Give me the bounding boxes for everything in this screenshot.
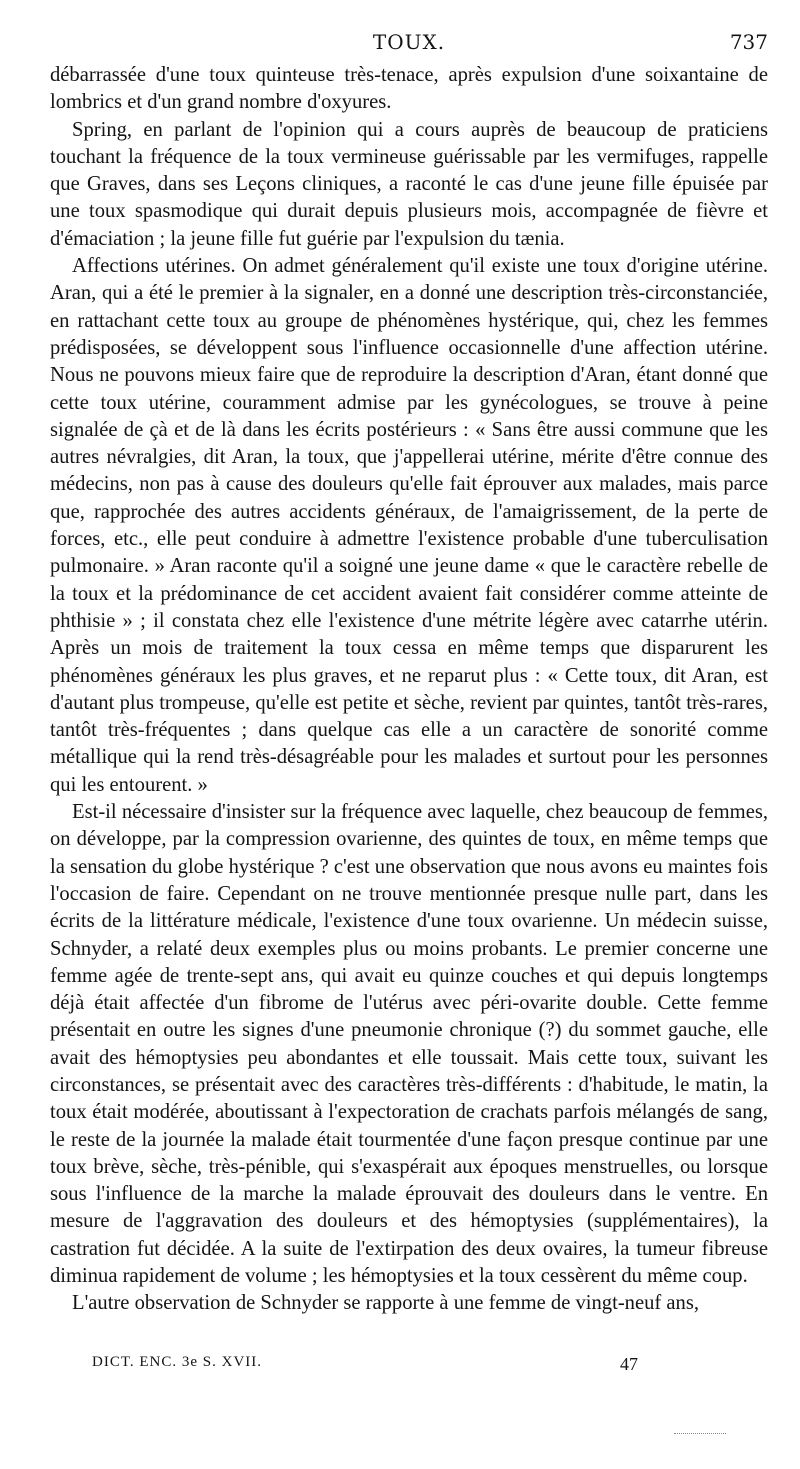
paragraph: débarrassée d'une toux quinteuse très-tenace, après expulsion d'une soixantaine de lombrics et d'un grand nombre d'oxyures. xyxy=(50,64,768,114)
running-header xyxy=(50,30,768,60)
paragraph: L'autre observation de Schnyder se rapporte à une femme de vingt-neuf ans, xyxy=(72,1292,700,1315)
body-text xyxy=(50,62,768,1318)
sheet-footer xyxy=(92,1354,692,1380)
signature-mark: DICT. ENC. 3e S. XVII. xyxy=(92,1354,263,1370)
paragraph: Spring, en parlant de l'opinion qui a cours auprès de beaucoup de praticiens touchant la fréquence de la toux vermineuse guérissable par les vermifuges, rappelle que Graves, dans ses Leçons cliniques, a raconté le cas d'une jeune fille épuisée par une toux spasmodique qui durait depuis plusieurs mois, accompagnée de fièvre et d'émaciation ; la jeune fille fut guérie par l'expulsion du tænia. xyxy=(50,118,768,250)
dotted-rule xyxy=(674,1433,726,1434)
page-number: 737 xyxy=(729,30,768,54)
sheet-number: 47 xyxy=(620,1354,638,1374)
paragraph: Affections utérines. On admet généralement qu'il existe une toux d'origine utérine. Aran, qui a été le premier à la signaler, en a donné une description très-circonstanciée, en rattachant cette toux au groupe de phénomènes hystérique, qui, chez les femmes prédisposées, se développent sous l'influence occasionnelle d'une affection utérine. Nous ne pouvons mieux faire que de reproduire la description d'Aran, étant donné que cette toux utérine, couramment admise par les gynécologues, se trouve à peine signalée de çà et de là dans les écrits postérieurs : « Sans être aussi commune que les autres névralgies, dit Aran, la toux, que j'appellerai utérine, mérite d'être connue des médecins, non pas à cause des douleurs qu'elle fait éprouver aux malades, mais parce que, rapprochée des autres accidents généraux, de l'amaigrissement, de la perte de forces, etc., elle peut conduire à admettre l'existence probable d'une tuberculisation pulmonaire. » Aran raconte qu'il a soigné une jeune dame « que le caractère rebelle de la toux et la prédominance de cet accident avaient fait considérer comme atteinte de phthisie » ; il constata chez elle l'existence d'une métrite légère avec catarrhe utérin. Après un mois de traitement la toux cessa en même temps que disparurent les phénomènes généraux les plus graves, et ne reparut plus : « Cette toux, dit Aran, est d'autant plus trompeuse, qu'elle est petite et sèche, revient par quintes, tantôt très-rares, tantôt très-fréquentes ; dans quelque cas elle a un caractère de sonorité comme métallique qui la rend très-désagréable pour les malades et surtout pour les personnes qui les entourent. » xyxy=(50,255,768,796)
running-title: TOUX. xyxy=(372,30,446,54)
paragraph: Est-il nécessaire d'insister sur la fréquence avec laquelle, chez beaucoup de femmes, on développe, par la compression ovarienne, des quintes de toux, en même temps que la sensation du globe hystérique ? c'est une observation que nous avons eu maintes fois l'occasion de faire. Cependant on ne trouve mentionnée presque nulle part, dans les écrits de la littérature médicale, l'existence d'une toux ovarienne. Un médecin suisse, Schnyder, a relaté deux exemples plus ou moins probants. Le premier concerne une femme agée de trente-sept ans, qui avait eu quinze couches et qui depuis longtemps déjà était affectée d'un fibrome de l'utérus avec péri-ovarite double. Cette femme présentait en outre les signes d'une pneumonie chronique (?) du sommet gauche, elle avait des hémoptysies peu abondantes et elle toussait. Mais cette toux, suivant les circonstances, se présentait avec des caractères très-différents : d'habitude, le matin, la toux était modérée, aboutissant à l'expectoration de crachats parfois mélangés de sang, le reste de la journée la malade était tourmentée d'une façon presque continue par une toux brève, sèche, très-pénible, qui s'exaspérait aux époques menstruelles, ou lorsque sous l'influence de la marche la malade éprouvait des douleurs dans le ventre. En mesure de l'aggravation des douleurs et des hémoptysies (supplémentaires), la castration fut décidée. A la suite de l'extirpation des deux ovaires, la tumeur fibreuse diminua rapidement de volume ; les hémoptysies et la toux cessèrent du même coup. xyxy=(50,801,768,1288)
